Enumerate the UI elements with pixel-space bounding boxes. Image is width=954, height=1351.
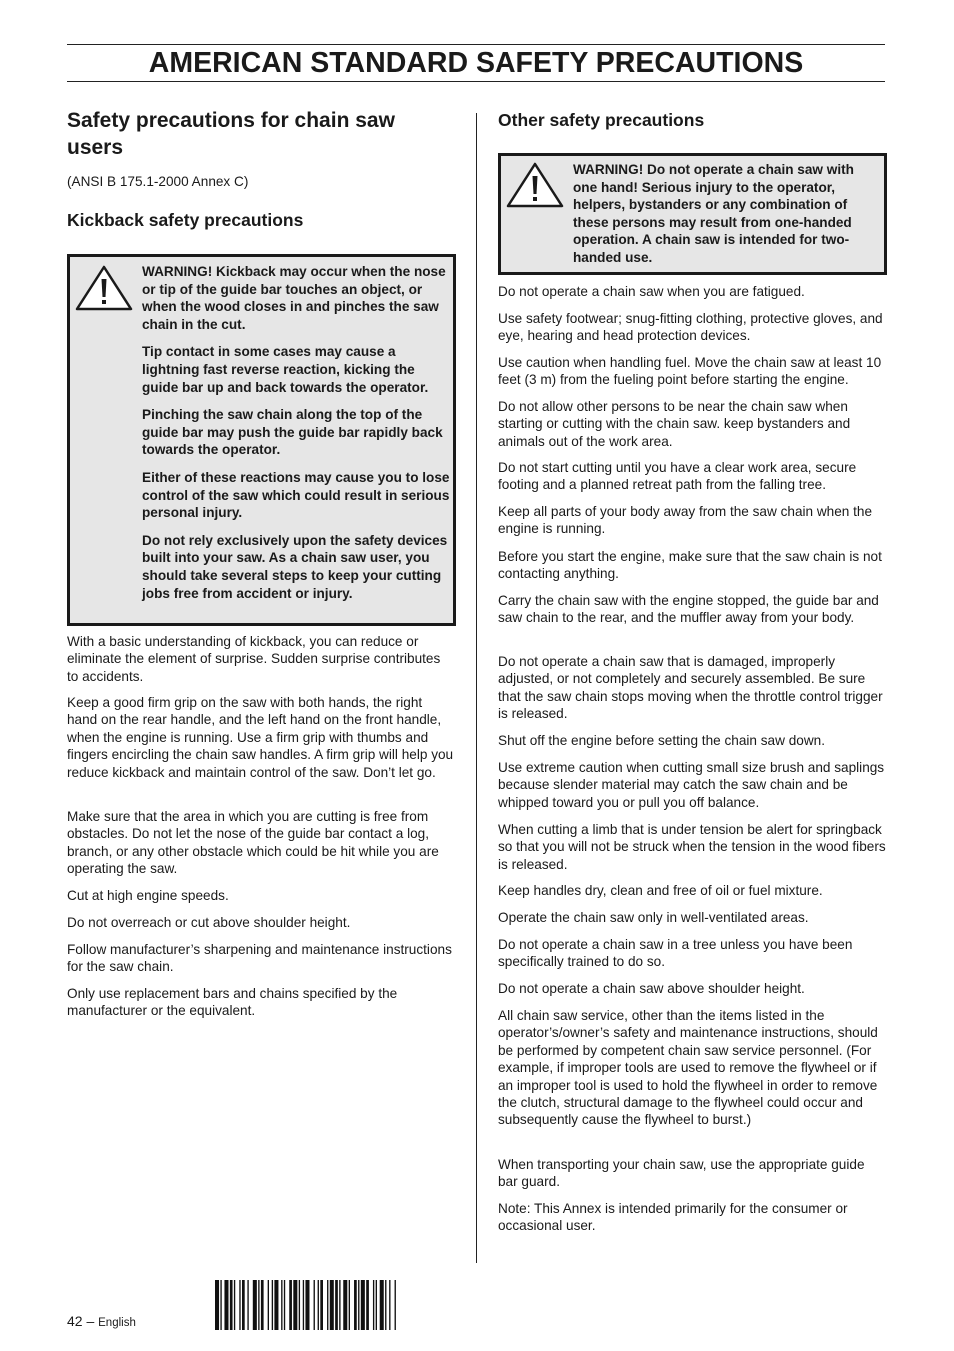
body-paragraph: When transporting your chain saw, use the appropriate guide bar guard. <box>498 1157 865 1190</box>
header-rule-bottom <box>67 81 885 82</box>
page-title: AMERICAN STANDARD SAFETY PRECAUTIONS <box>148 47 804 79</box>
body-paragraph: Do not operate a chain saw in a tree unless you have been specifically trained to do so. <box>498 937 853 970</box>
barcode-icon <box>215 1280 495 1330</box>
footer-language: English <box>98 1317 136 1329</box>
warning-paragraph: WARNING! Kickback may occur when the nose or tip of the guide bar touches an object, or when the wood closes in and pinches the saw chain in the cut. <box>142 264 446 332</box>
body-paragraph: Do not overreach or cut above shoulder height. <box>67 915 351 930</box>
warning-paragraph: Tip contact in some cases may cause a lightning fast reverse reaction, kicking the guide bar up and back towards the operator. <box>142 344 429 395</box>
body-paragraph: Only use replacement bars and chains specified by the manufacturer or the equivalent. <box>67 986 398 1019</box>
body-paragraph: Keep handles dry, clean and free of oil or fuel mixture. <box>498 883 823 898</box>
subheading-kickback: Kickback safety precautions <box>67 210 304 230</box>
body-paragraph: Carry the chain saw with the engine stopped, the guide bar and saw chain to the rear, and the muffler away from your body. <box>498 593 879 626</box>
warning-paragraph: WARNING! Do not operate a chain saw with one hand! Serious injury to the operator, helpers, bystanders or any combination of these persons may result from one-handed operation. A chain saw is intended for two-handed use. <box>573 162 854 265</box>
body-paragraph: Do not operate a chain saw above shoulder height. <box>498 981 805 996</box>
body-paragraph: Note: This Annex is intended primarily for the consumer or occasional user. <box>498 1201 848 1234</box>
body-paragraph: Do not operate a chain saw when you are fatigued. <box>498 284 805 299</box>
body-paragraph: Before you start the engine, make sure that the saw chain is not contacting anything. <box>498 549 882 582</box>
warning-triangle-icon <box>74 264 134 312</box>
body-paragraph: Use safety footwear; snug-fitting clothing, protective gloves, and eye, hearing and head protection devices. <box>498 311 883 344</box>
body-paragraph: Do not operate a chain saw that is damaged, improperly adjusted, or not completely and securely assembled. Be sure that the saw chain stops moving when the throttle control trigger is released. <box>498 654 883 722</box>
column-divider <box>476 113 477 1263</box>
body-paragraph: Keep a good firm grip on the saw with both hands, the right hand on the rear handle, and the left hand on the front handle, when the engine is running. Use a firm grip with thumbs and fingers encircling the chain saw handles. A firm grip will help you reduce kickback and maintain control of the saw. Don’t let go. <box>67 695 454 780</box>
warning-triangle-icon <box>505 161 565 209</box>
warning-paragraph: Either of these reactions may cause you to lose control of the saw which could result in serious personal injury. <box>142 469 450 521</box>
section-heading-chain-saw-users: Safety precautions for chain saw users <box>67 109 395 159</box>
body-paragraph: Use caution when handling fuel. Move the chain saw at least 10 feet (3 m) from the fueling point before starting the engine. <box>498 355 882 388</box>
body-paragraph: Use extreme caution when cutting small size brush and saplings because slender material may catch the saw chain and be whipped toward you or pull you off balance. <box>498 760 885 810</box>
body-paragraph: Shut off the engine before setting the chain saw down. <box>498 733 825 748</box>
page-footer <box>67 1311 136 1333</box>
one-hand-warning-box <box>498 153 887 275</box>
warning-paragraph: Pinching the saw chain along the top of the guide bar may push the guide bar rapidly back towards the operator. <box>142 407 443 458</box>
subheading-other-safety: Other safety precautions <box>498 110 705 130</box>
kickback-warning-text <box>142 263 450 612</box>
body-paragraph: Operate the chain saw only in well-ventilated areas. <box>498 910 809 925</box>
body-paragraph: Make sure that the area in which you are cutting is free from obstacles. Do not let the nose of the guide bar contact a log, branch, or any other obstacle which could be hit while you are operating the saw. <box>67 809 439 877</box>
warning-paragraph: Do not rely exclusively upon the safety devices built into your saw. As a chain saw user, you should take several steps to keep your cutting jobs free from accident or injury. <box>142 532 448 601</box>
body-paragraph: All chain saw service, other than the items listed in the operator’s/owner’s safety and maintenance instructions, should be performed by competent chain saw service personnel. (For example, if improper tools are used to remove the flywheel or if an improper tool is used to hold the flywheel in order to remove the clutch, structural damage to the flywheel could occur and subsequently cause the flywheel to burst.) <box>498 1008 878 1128</box>
header-rule-top <box>67 44 885 45</box>
one-hand-warning-text <box>573 161 879 277</box>
page-number: 42 – <box>67 1313 95 1329</box>
body-paragraph: Keep all parts of your body away from the saw chain when the engine is running. <box>498 504 873 537</box>
body-paragraph: With a basic understanding of kickback, you can reduce or eliminate the element of surprise. Sudden surprise contributes to accidents. <box>67 634 441 684</box>
body-paragraph: Cut at high engine speeds. <box>67 888 229 903</box>
body-paragraph: Do not start cutting until you have a clear work area, secure footing and a planned retreat path from the falling tree. <box>498 460 857 493</box>
ansi-reference: (ANSI B 175.1-2000 Annex C) <box>67 174 249 189</box>
kickback-warning-box <box>67 254 456 626</box>
body-paragraph: Follow manufacturer’s sharpening and maintenance instructions for the saw chain. <box>67 942 452 975</box>
body-paragraph: When cutting a limb that is under tension be alert for springback so that you will not be struck when the tension in the wood fibers is released. <box>498 822 886 872</box>
body-paragraph: Do not allow other persons to be near the chain saw when starting or cutting with the chain saw. keep bystanders and animals out of the work area. <box>498 399 851 449</box>
